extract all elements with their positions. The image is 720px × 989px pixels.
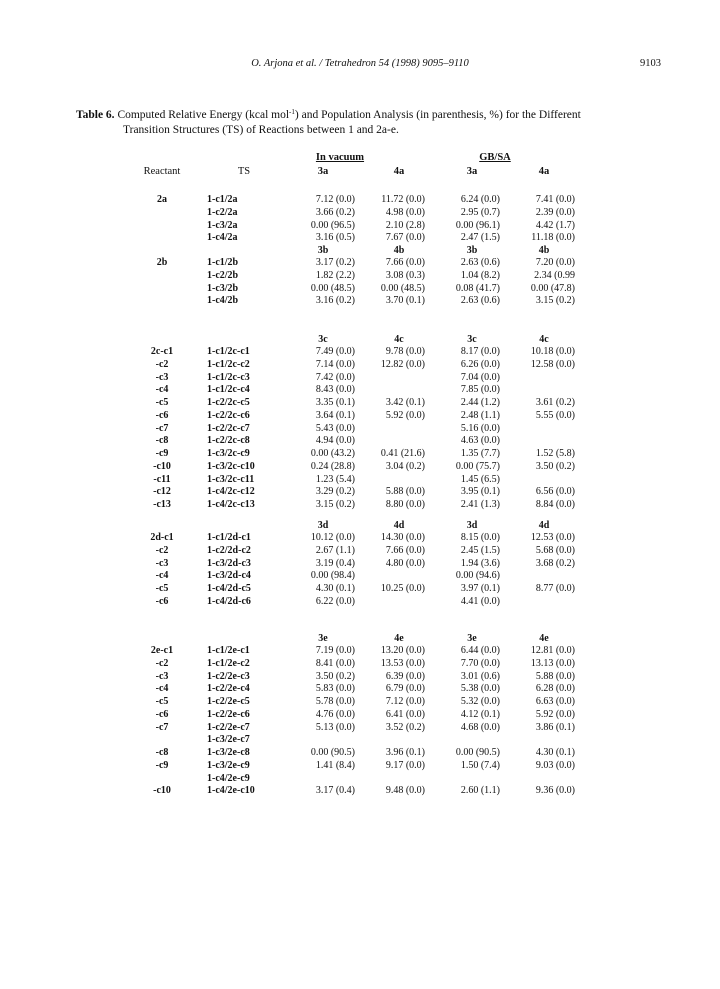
energy-3-vac: 7.14 (0.0) [315, 358, 355, 370]
table-row [0, 448, 720, 461]
energy-3-gbsa: 2.47 (1.5) [460, 232, 500, 244]
ts-cell: 1-c4/2e-c9 [207, 772, 250, 784]
energy-4-vac: 7.12 (0.0) [385, 696, 425, 707]
energy-4-gbsa: 5.68 (0.0) [535, 544, 575, 556]
ts-cell: 1-c3/2c-c11 [207, 473, 255, 485]
reactant-cell: -c9 [155, 759, 169, 771]
energy-3-gbsa: 2.41 (1.3) [460, 499, 500, 510]
energy-4-vac: 5.88 (0.0) [385, 486, 425, 498]
energy-4-gbsa: 3.86 (0.1) [535, 721, 575, 733]
ts-cell: 1-c2/2c-c5 [207, 397, 250, 408]
energy-4-gbsa: 6.56 (0.0) [535, 486, 575, 498]
ts-cell: 1-c3/2e-c9 [207, 759, 250, 771]
energy-3-gbsa: 6.44 (0.0) [460, 645, 500, 656]
energy-3-vac: 5.78 (0.0) [315, 696, 355, 707]
reactant-cell: -c2 [155, 544, 169, 556]
energy-4-gbsa: 12.58 (0.0) [530, 358, 575, 370]
ts-cell: 1-c4/2a [207, 232, 238, 244]
energy-3-gbsa: 2.44 (1.2) [460, 397, 500, 408]
ts-cell: 1-c3/2d-c4 [207, 570, 251, 582]
ts-cell: 1-c2/2c-c6 [207, 409, 250, 421]
reactant-cell: -c4 [155, 683, 169, 695]
reactant-cell: 2c-c1 [150, 346, 174, 357]
energy-4-vac: 3.70 (0.1) [385, 295, 425, 307]
reactant-cell: -c6 [155, 595, 169, 607]
energy-3-vac: 0.24 (28.8) [310, 460, 355, 472]
energy-3-gbsa: 2.63 (0.6) [460, 295, 500, 307]
energy-3-vac: 7.19 (0.0) [315, 645, 355, 656]
energy-4-gbsa: 4.30 (0.1) [535, 747, 575, 758]
table-row [0, 734, 720, 747]
energy-4-gbsa: 8.84 (0.0) [535, 499, 575, 510]
col-header-3a-gbsa: 3a [466, 166, 478, 177]
table-row [0, 722, 720, 735]
caption-superscript: -1 [289, 108, 295, 116]
table-row [0, 558, 720, 571]
reactant-cell: -c5 [155, 696, 169, 707]
subheader-cell: 4c [539, 334, 549, 345]
page-number: 9103 [640, 58, 661, 69]
table-row [0, 423, 720, 436]
energy-4-vac: 0.41 (21.6) [380, 448, 425, 459]
energy-3-gbsa: 1.04 (8.2) [460, 269, 500, 281]
reactant-cell: -c3 [155, 557, 169, 569]
reactant-cell: -c3 [155, 371, 169, 383]
energy-4-vac: 3.42 (0.1) [385, 397, 425, 408]
ts-cell: 1-c1/2c-c4 [207, 384, 250, 396]
reactant-cell: -c5 [155, 397, 169, 408]
ts-cell: 1-c1/2c-c1 [207, 346, 250, 357]
ts-cell: 1-c3/2a [207, 219, 238, 231]
energy-4-gbsa: 6.63 (0.0) [535, 696, 575, 707]
table-row [0, 570, 720, 583]
reactant-cell: -c13 [153, 499, 171, 510]
subheader-cell: 4e [394, 633, 404, 644]
energy-4-vac: 12.82 (0.0) [380, 358, 425, 370]
energy-3-gbsa: 2.45 (1.5) [460, 544, 500, 556]
reactant-cell: -c7 [155, 721, 169, 733]
energy-4-vac: 7.66 (0.0) [385, 544, 425, 556]
energy-3-vac: 10.12 (0.0) [310, 532, 355, 543]
energy-4-vac: 7.66 (0.0) [385, 257, 425, 268]
reactant-cell: 2e-c1 [150, 645, 174, 656]
energy-3-vac: 5.83 (0.0) [315, 683, 355, 695]
subheader-cell: 3d [466, 520, 478, 531]
energy-3-gbsa: 5.38 (0.0) [460, 683, 500, 695]
energy-3-vac: 5.13 (0.0) [315, 721, 355, 733]
energy-3-gbsa: 1.35 (7.7) [460, 448, 500, 459]
col-header-4a-vac: 4a [393, 166, 405, 177]
reactant-cell: 2b [156, 257, 168, 268]
energy-4-gbsa: 3.15 (0.2) [535, 295, 575, 307]
group-header-gbsa: GB/SA [479, 152, 511, 163]
ts-cell: 1-c2/2e-c5 [207, 696, 250, 707]
table-row [0, 696, 720, 709]
col-header-ts: TS [237, 166, 251, 177]
energy-3-vac: 8.43 (0.0) [315, 384, 355, 396]
table-row [0, 257, 720, 270]
energy-4-vac: 2.10 (2.8) [385, 219, 425, 231]
reactant-cell: 2d-c1 [150, 532, 174, 543]
reactant-cell: 2a [157, 194, 167, 205]
energy-3-gbsa: 3.95 (0.1) [460, 486, 500, 498]
energy-3-vac: 1.41 (8.4) [315, 759, 355, 771]
energy-3-vac: 8.41 (0.0) [315, 657, 355, 669]
table-row [0, 384, 720, 397]
table-row [0, 372, 720, 385]
ts-cell: 1-c1/2c-c2 [207, 358, 250, 370]
ts-cell: 1-c1/2a [207, 194, 238, 205]
ts-cell: 1-c3/2b [207, 282, 239, 294]
table-caption [76, 105, 656, 138]
energy-3-vac: 3.16 (0.5) [315, 232, 355, 244]
table-row [0, 773, 720, 786]
table-row [0, 295, 720, 308]
energy-4-gbsa: 0.00 (47.8) [530, 282, 575, 294]
energy-3-vac: 2.67 (1.1) [315, 544, 355, 556]
energy-4-vac: 14.30 (0.0) [380, 532, 425, 543]
energy-3-gbsa: 7.85 (0.0) [460, 384, 500, 396]
energy-4-vac: 3.96 (0.1) [385, 747, 425, 758]
reactant-cell: -c7 [155, 422, 169, 434]
energy-4-vac: 6.39 (0.0) [385, 670, 425, 682]
energy-4-gbsa: 9.36 (0.0) [535, 785, 575, 797]
energy-4-gbsa: 5.88 (0.0) [535, 670, 575, 682]
energy-3-vac: 7.12 (0.0) [315, 194, 355, 205]
table-row [0, 785, 720, 798]
energy-4-vac: 13.20 (0.0) [380, 645, 425, 656]
subheader-cell: 4e [539, 633, 549, 644]
energy-3-gbsa: 4.12 (0.1) [460, 708, 500, 720]
table-row [0, 461, 720, 474]
subheader-cell: 3c [467, 334, 477, 345]
energy-3-gbsa: 1.45 (6.5) [460, 473, 500, 485]
ts-cell: 1-c2/2a [207, 206, 238, 218]
ts-cell: 1-c4/2e-c10 [207, 785, 255, 797]
energy-3-gbsa: 0.00 (94.6) [455, 570, 500, 582]
energy-3-vac: 3.64 (0.1) [315, 409, 355, 421]
table-row [0, 709, 720, 722]
ts-cell: 1-c3/2c-c9 [207, 448, 250, 459]
energy-3-vac: 1.82 (2.2) [315, 269, 355, 281]
table-row [0, 397, 720, 410]
energy-3-gbsa: 6.24 (0.0) [460, 194, 500, 205]
table-row [0, 346, 720, 359]
energy-4-gbsa: 6.28 (0.0) [535, 683, 575, 695]
energy-4-vac: 3.04 (0.2) [385, 460, 425, 472]
reactant-cell: -c8 [155, 747, 169, 758]
ts-cell: 1-c2/2c-c7 [207, 422, 250, 434]
energy-4-gbsa: 7.20 (0.0) [535, 257, 575, 268]
energy-4-gbsa: 13.13 (0.0) [530, 657, 575, 669]
energy-4-vac: 9.17 (0.0) [385, 759, 425, 771]
energy-4-gbsa: 5.92 (0.0) [535, 708, 575, 720]
ts-cell: 1-c2/2c-c8 [207, 435, 250, 447]
energy-4-vac: 6.79 (0.0) [385, 683, 425, 695]
table-row [0, 499, 720, 512]
energy-4-vac: 9.78 (0.0) [385, 346, 425, 357]
energy-3-gbsa: 8.15 (0.0) [460, 532, 500, 543]
table-row [0, 671, 720, 684]
table-row [0, 435, 720, 448]
energy-4-gbsa: 7.41 (0.0) [535, 194, 575, 205]
energy-4-gbsa: 5.55 (0.0) [535, 409, 575, 421]
reactant-cell: -c5 [155, 583, 169, 594]
energy-3-gbsa: 2.95 (0.7) [460, 206, 500, 218]
caption-text: Computed Relative Energy (kcal mol [114, 109, 290, 121]
energy-3-gbsa: 7.04 (0.0) [460, 371, 500, 383]
caption-line-1 [76, 105, 656, 123]
energy-3-vac: 3.15 (0.2) [315, 499, 355, 510]
energy-4-vac: 11.72 (0.0) [381, 194, 425, 205]
ts-cell: 1-c3/2c-c10 [207, 460, 255, 472]
ts-cell: 1-c1/2b [207, 257, 239, 268]
subheader-cell: 4d [538, 520, 550, 531]
energy-3-gbsa: 8.17 (0.0) [460, 346, 500, 357]
energy-3-vac: 7.42 (0.0) [315, 371, 355, 383]
ts-cell: 1-c1/2c-c3 [207, 371, 250, 383]
energy-3-gbsa: 7.70 (0.0) [460, 657, 500, 669]
energy-3-vac: 3.66 (0.2) [315, 206, 355, 218]
reactant-cell: -c8 [155, 435, 169, 447]
energy-4-vac: 5.92 (0.0) [385, 409, 425, 421]
table-row [0, 410, 720, 423]
energy-3-gbsa: 2.63 (0.6) [460, 257, 500, 268]
energy-3-gbsa: 1.50 (7.4) [460, 759, 500, 771]
reactant-cell: -c12 [153, 486, 171, 498]
reactant-cell: -c3 [155, 670, 169, 682]
table-row [0, 596, 720, 609]
table-row [0, 658, 720, 671]
energy-4-gbsa: 1.52 (5.8) [535, 448, 575, 459]
table-row [0, 283, 720, 296]
reactant-cell: -c4 [155, 570, 169, 582]
energy-4-vac: 3.52 (0.2) [385, 721, 425, 733]
table-row [0, 760, 720, 773]
energy-4-gbsa: 12.53 (0.0) [530, 532, 575, 543]
subheader-cell: 3e [467, 633, 477, 644]
ts-cell: 1-c3/2e-c7 [207, 734, 250, 746]
col-header-4a-gbsa: 4a [538, 166, 550, 177]
energy-4-vac: 7.67 (0.0) [385, 232, 425, 244]
energy-3-gbsa: 5.16 (0.0) [460, 422, 500, 434]
table-label: Table 6. [76, 109, 115, 121]
energy-4-vac: 6.41 (0.0) [385, 708, 425, 720]
ts-cell: 1-c1/2e-c2 [207, 657, 250, 669]
table-row [0, 486, 720, 499]
table-row [0, 194, 720, 207]
energy-4-vac: 3.08 (0.3) [385, 269, 425, 281]
table-row [0, 474, 720, 487]
energy-3-vac: 3.19 (0.4) [315, 557, 355, 569]
energy-4-vac: 10.25 (0.0) [380, 583, 425, 594]
energy-4-gbsa: 2.39 (0.0) [535, 206, 575, 218]
reactant-cell: -c2 [155, 358, 169, 370]
energy-4-gbsa: 11.18 (0.0) [531, 232, 575, 244]
energy-3-gbsa: 0.00 (75.7) [455, 460, 500, 472]
energy-4-vac: 4.80 (0.0) [385, 557, 425, 569]
energy-4-gbsa: 12.81 (0.0) [530, 645, 575, 656]
energy-4-vac: 4.98 (0.0) [385, 206, 425, 218]
energy-3-gbsa: 0.08 (41.7) [455, 282, 500, 294]
subheader-cell: 4d [393, 520, 405, 531]
energy-3-vac: 3.50 (0.2) [315, 670, 355, 682]
energy-3-gbsa: 0.00 (90.5) [455, 747, 500, 758]
subheader-cell: 3c [318, 334, 328, 345]
ts-cell: 1-c2/2e-c3 [207, 670, 250, 682]
ts-cell: 1-c3/2d-c3 [207, 557, 251, 569]
reactant-cell: -c6 [155, 708, 169, 720]
subheader-cell: 4b [393, 245, 405, 256]
energy-3-gbsa: 5.32 (0.0) [460, 696, 500, 707]
energy-3-vac: 4.30 (0.1) [315, 583, 355, 594]
ts-cell: 1-c4/2c-c12 [207, 486, 255, 498]
reactant-cell: -c6 [155, 409, 169, 421]
table-row [0, 683, 720, 696]
caption-line-2: Transition Structures (TS) of Reactions between 1 and 2a-e. [123, 124, 399, 136]
energy-3-vac: 0.00 (98.4) [310, 570, 355, 582]
energy-4-gbsa: 10.18 (0.0) [530, 346, 575, 357]
subheader-cell: 3e [318, 633, 328, 644]
table-row [0, 270, 720, 283]
energy-3-vac: 3.17 (0.2) [315, 257, 355, 268]
ts-cell: 1-c4/2c-c13 [207, 499, 255, 510]
ts-cell: 1-c1/2d-c1 [207, 532, 251, 543]
energy-3-vac: 7.49 (0.0) [315, 346, 355, 357]
energy-3-vac: 3.35 (0.1) [315, 397, 355, 408]
energy-4-gbsa: 9.03 (0.0) [535, 759, 575, 771]
ts-cell: 1-c4/2d-c5 [207, 583, 251, 594]
energy-3-vac: 3.29 (0.2) [315, 486, 355, 498]
energy-3-gbsa: 3.97 (0.1) [460, 583, 500, 594]
ts-cell: 1-c2/2e-c6 [207, 708, 250, 720]
ts-cell: 1-c2/2e-c4 [207, 683, 250, 695]
energy-4-vac: 13.53 (0.0) [380, 657, 425, 669]
energy-3-vac: 0.00 (43.2) [310, 448, 355, 459]
reactant-cell: -c2 [155, 657, 169, 669]
table-row [0, 532, 720, 545]
reactant-cell: -c9 [155, 448, 169, 459]
energy-3-gbsa: 0.00 (96.1) [455, 219, 500, 231]
energy-4-vac: 0.00 (48.5) [380, 282, 425, 294]
energy-3-gbsa: 4.41 (0.0) [460, 595, 500, 607]
energy-4-gbsa: 2.34 (0.99 [534, 269, 575, 281]
energy-4-vac: 8.80 (0.0) [385, 499, 425, 510]
col-header-3a-vac: 3a [317, 166, 329, 177]
ts-cell: 1-c3/2e-c8 [207, 747, 250, 758]
table-row [0, 545, 720, 558]
table-row [0, 583, 720, 596]
running-title: O. Arjona et al. / Tetrahedron 54 (1998) 9095–9110 [251, 58, 469, 69]
energy-4-gbsa: 8.77 (0.0) [535, 583, 575, 594]
energy-3-gbsa: 2.60 (1.1) [460, 785, 500, 797]
group-header-vacuum: In vacuum [315, 152, 365, 163]
energy-4-vac: 9.48 (0.0) [385, 785, 425, 797]
ts-cell: 1-c4/2d-c6 [207, 595, 251, 607]
energy-3-vac: 1.23 (5.4) [315, 473, 355, 485]
table-row [0, 359, 720, 372]
energy-3-vac: 5.43 (0.0) [315, 422, 355, 434]
subheader-cell: 4b [538, 245, 550, 256]
caption-text-cont: ) and Population Analysis (in parenthesis, %) for the Different [294, 109, 581, 121]
energy-4-gbsa: 4.42 (1.7) [535, 219, 575, 231]
energy-4-gbsa: 3.61 (0.2) [535, 397, 575, 408]
energy-3-vac: 6.22 (0.0) [315, 595, 355, 607]
reactant-cell: -c4 [155, 384, 169, 396]
energy-4-gbsa: 3.68 (0.2) [535, 557, 575, 569]
table-row [0, 747, 720, 760]
energy-3-gbsa: 6.26 (0.0) [460, 358, 500, 370]
energy-3-vac: 4.94 (0.0) [315, 435, 355, 447]
energy-3-vac: 0.00 (90.5) [310, 747, 355, 758]
page-header [0, 58, 720, 74]
reactant-cell: -c10 [153, 460, 171, 472]
energy-3-vac: 4.76 (0.0) [315, 708, 355, 720]
subheader-cell: 3b [317, 245, 329, 256]
subheader-cell: 4c [394, 334, 404, 345]
reactant-cell: -c11 [153, 473, 171, 485]
table-row [0, 207, 720, 220]
ts-cell: 1-c1/2e-c1 [207, 645, 250, 656]
energy-3-vac: 3.17 (0.4) [315, 785, 355, 797]
energy-3-vac: 3.16 (0.2) [315, 295, 355, 307]
col-header-reactant: Reactant [143, 166, 181, 177]
subheader-cell: 3b [466, 245, 478, 256]
reactant-cell: -c10 [153, 785, 171, 797]
energy-4-gbsa: 3.50 (0.2) [535, 460, 575, 472]
energy-3-gbsa: 4.63 (0.0) [460, 435, 500, 447]
energy-3-gbsa: 2.48 (1.1) [460, 409, 500, 421]
energy-3-gbsa: 3.01 (0.6) [460, 670, 500, 682]
energy-3-gbsa: 1.94 (3.6) [460, 557, 500, 569]
ts-cell: 1-c2/2d-c2 [207, 544, 251, 556]
table-row [0, 232, 720, 245]
ts-cell: 1-c4/2b [207, 295, 239, 307]
table-row [0, 645, 720, 658]
subheader-cell: 3d [317, 520, 329, 531]
energy-3-vac: 0.00 (96.5) [310, 219, 355, 231]
ts-cell: 1-c2/2e-c7 [207, 721, 250, 733]
ts-cell: 1-c2/2b [207, 269, 239, 281]
energy-3-gbsa: 4.68 (0.0) [460, 721, 500, 733]
energy-3-vac: 0.00 (48.5) [310, 282, 355, 294]
table-row [0, 220, 720, 233]
